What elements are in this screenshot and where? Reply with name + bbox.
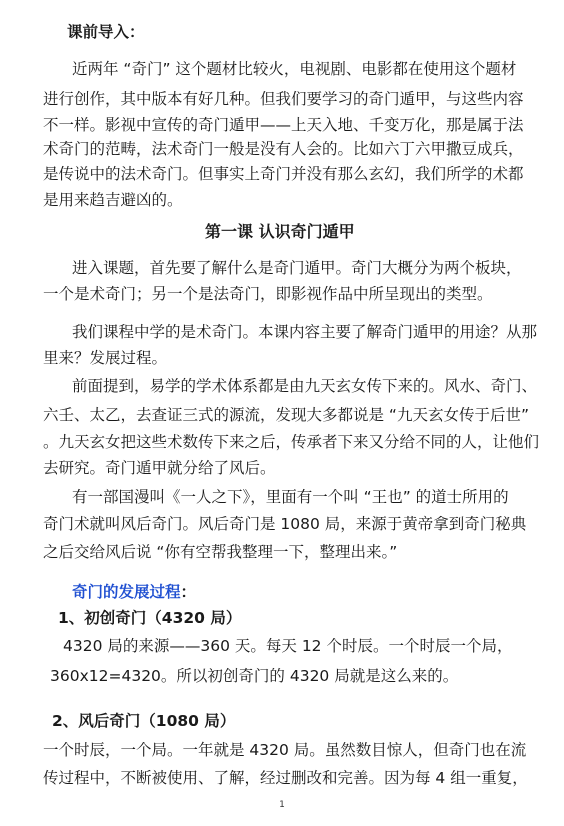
dev-heading-colon: ：: [180, 583, 197, 601]
paragraph-line: 前面提到，易学的学术体系都是由九天玄女传下来的。风水、奇门、: [72, 377, 538, 395]
paragraph-line: 进入课题，首先要了解什么是奇门遁甲。奇门大概分为两个板块，: [72, 259, 522, 277]
section-line: 一个时辰，一个局。一年就是 4320 局。虽然数目惊人，但奇门也在流: [43, 741, 527, 759]
intro-heading: 课前导入：: [67, 23, 145, 41]
paragraph-line: 我们课程中学的是术奇门。本课内容主要了解奇门遁甲的用途？从那: [72, 323, 538, 341]
lesson-title: 第一课 认识奇门遁甲: [205, 222, 355, 241]
paragraph-line: 奇门术就叫风后奇门。风后奇门是 1080 局，来源于黄帝拿到奇门秘典: [43, 515, 527, 533]
intro-line: 是用来趋吉避凶的。: [43, 191, 183, 209]
intro-line: 进行创作，其中版本有好几种。但我们要学习的奇门遁甲，与这些内容: [43, 90, 524, 108]
intro-line: 不一样。影视中宣传的奇门遁甲——上天入地、千变万化，那是属于法: [43, 116, 524, 134]
paragraph-line: 之后交给风后说 “你有空帮我整理一下，整理出来。”: [43, 543, 398, 561]
section-heading: 1、初创奇门（4320 局）: [58, 609, 242, 627]
page-number: 1: [279, 800, 285, 810]
paragraph-line: 有一部国漫叫《一人之下》，里面有一个叫 “王也” 的道士所用的: [72, 488, 509, 506]
paragraph-line: 一个是术奇门；另一个是法奇门，即影视作品中所呈现出的类型。: [43, 285, 493, 303]
intro-line: 近两年 “奇门” 这个题材比较火，电视剧、电影都在使用这个题材: [72, 60, 517, 78]
section-line: 传过程中，不断被使用、了解，经过删改和完善。因为每 4 组一重复，: [43, 769, 528, 787]
paragraph-line: 。九天玄女把这些术数传下来之后，传承者下来又分给不同的人，让他们: [43, 433, 540, 451]
paragraph-line: 去研究。奇门遁甲就分给了风后。: [43, 459, 276, 477]
paragraph-line: 六壬、太乙，去查证三式的源流，发现大多都说是 “九天玄女传于后世”: [43, 406, 529, 424]
intro-line: 术奇门的范畴，法术奇门一般是没有人会的。比如六丁六甲撒豆成兵，: [43, 140, 524, 158]
intro-line: 是传说中的法术奇门。但事实上奇门并没有那么玄幻，我们所学的术都: [43, 165, 524, 183]
dev-heading: [72, 582, 196, 602]
section-line: 4320 局的来源——360 天。每天 12 个时辰。一个时辰一个局，: [63, 637, 513, 655]
paragraph-line: 里来？发展过程。: [43, 349, 168, 367]
section-line: 360x12=4320。所以初创奇门的 4320 局就是这么来的。: [50, 667, 459, 685]
dev-heading-text: 奇门的发展过程: [72, 583, 181, 601]
section-heading: 2、风后奇门（1080 局）: [52, 712, 236, 730]
